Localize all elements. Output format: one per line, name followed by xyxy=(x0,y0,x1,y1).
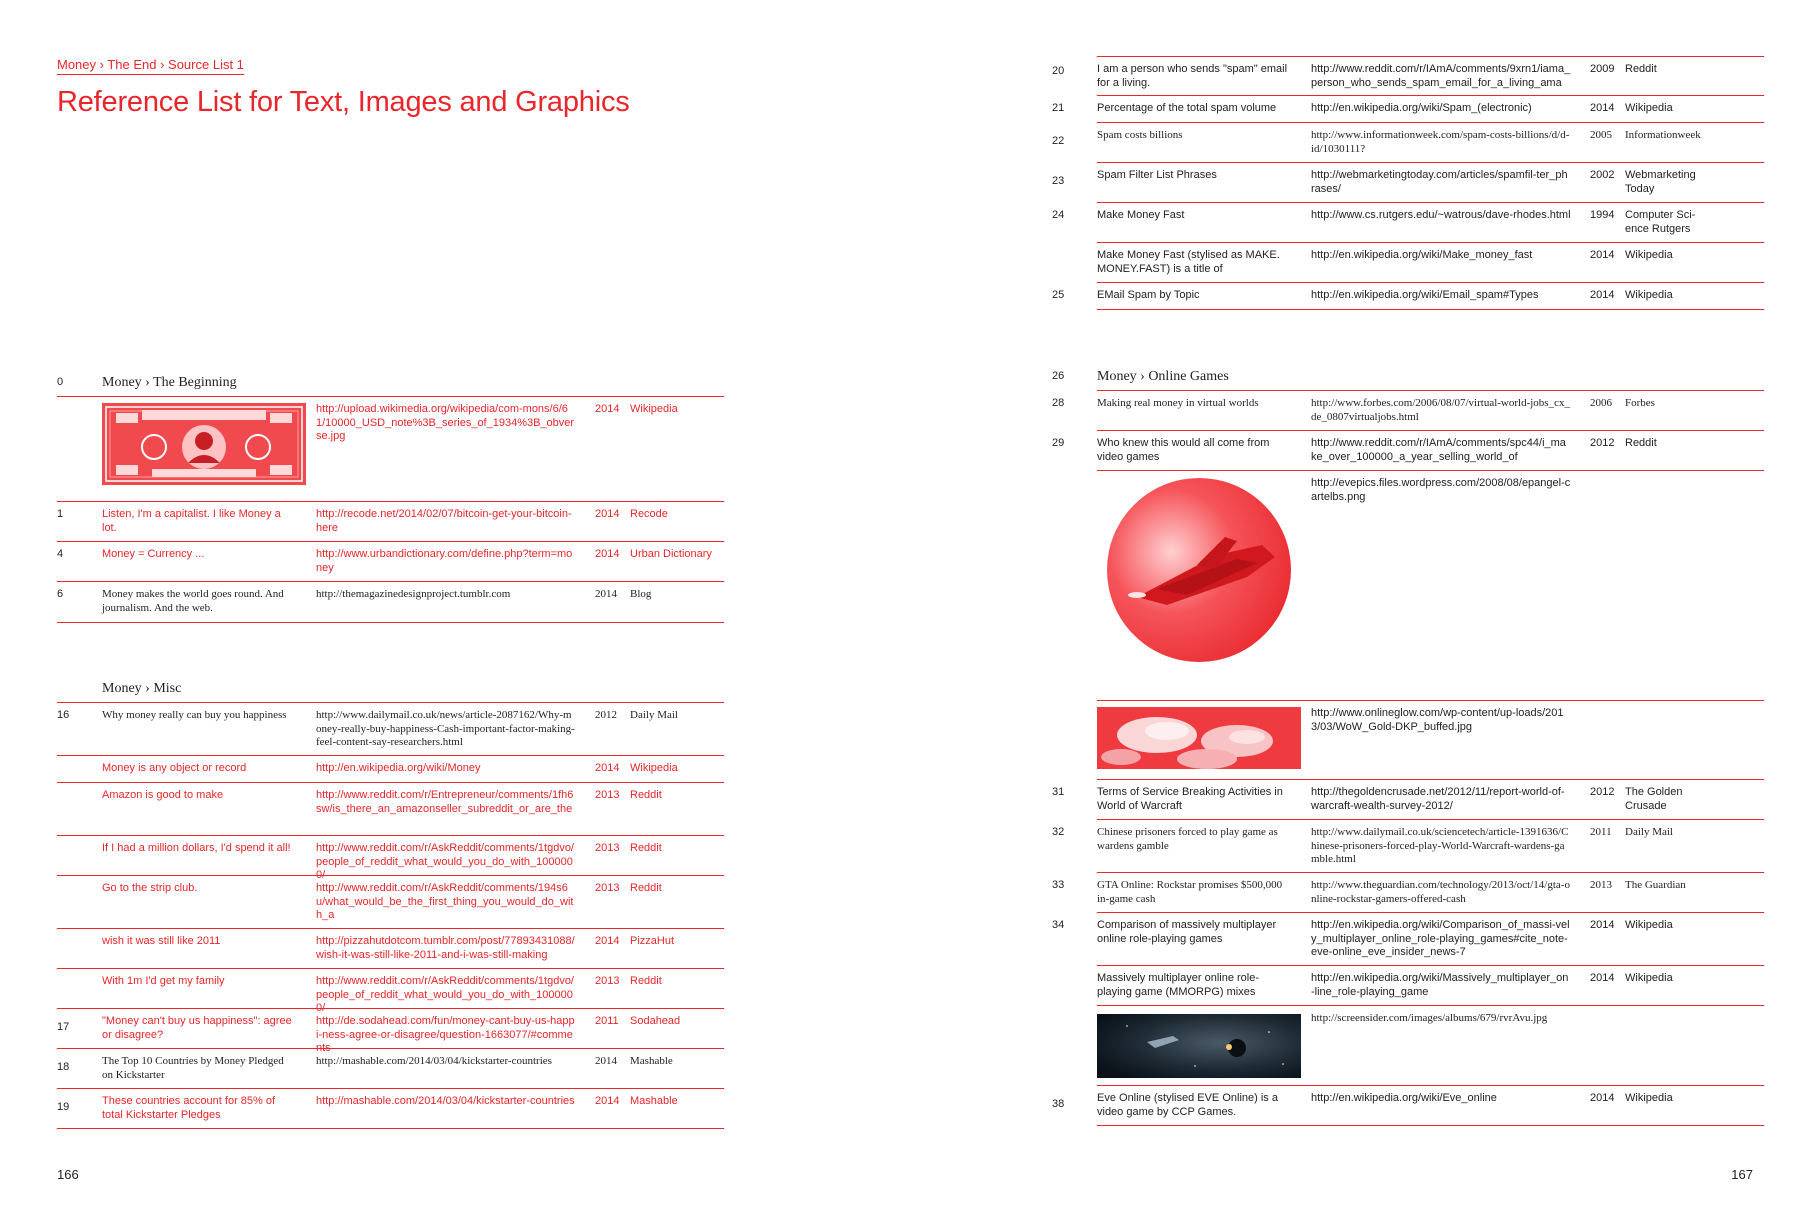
reference-year: 2011 xyxy=(595,1015,619,1027)
reference-year: 2014 xyxy=(595,1055,617,1067)
reference-year: 2013 xyxy=(595,975,620,987)
reference-source: Informationweek xyxy=(1625,129,1701,141)
reference-row xyxy=(1097,966,1764,1006)
online-games-rows xyxy=(1052,391,1764,1126)
reference-url[interactable]: http://www.cs.rutgers.edu/~watrous/dave-rhodes.html xyxy=(1311,209,1571,221)
reference-source: Reddit xyxy=(630,882,662,894)
section-title: Money › The Beginning xyxy=(102,375,237,390)
reference-title: Spam costs billions xyxy=(1097,129,1183,141)
reference-year: 2014 xyxy=(1590,289,1615,301)
reference-url[interactable]: http://screensider.com/images/albums/679/rvrAvu.jpg xyxy=(1311,1012,1548,1024)
reference-title: Why money really can buy you happiness xyxy=(102,709,287,721)
breadcrumb: Money › The End › Source List 1 xyxy=(57,57,244,75)
page-number: 166 xyxy=(57,1167,79,1182)
reference-row xyxy=(1097,1006,1764,1086)
reference-row xyxy=(57,929,724,969)
reference-source: Reddit xyxy=(630,789,662,801)
reference-title: These countries account for 85% of total Kickstarter Pledges xyxy=(102,1095,276,1121)
reference-url[interactable]: http://en.wikipedia.org/wiki/Eve_online xyxy=(1311,1092,1497,1104)
reference-title: Comparison of massively multiplayer online role-playing games xyxy=(1097,919,1277,945)
reference-source: Daily Mail xyxy=(630,709,678,721)
reference-row xyxy=(1052,820,1764,873)
reference-row xyxy=(57,876,724,929)
reference-row xyxy=(57,542,724,582)
reference-row xyxy=(1052,431,1764,471)
section-misc xyxy=(57,678,724,1129)
reference-title: Chinese prisoners forced to play game as wardens gamble xyxy=(1097,826,1278,852)
reference-source: The Golden Crusade xyxy=(1625,786,1683,812)
reference-url[interactable]: http://www.onlineglow.com/wp-content/up-loads/2013/03/WoW_Gold-DKP_buffed.jpg xyxy=(1311,707,1564,733)
section-title: Money › Misc xyxy=(102,681,182,696)
reference-row xyxy=(57,1089,724,1129)
reference-url[interactable]: http://www.forbes.com/2006/08/07/virtual-world-jobs_cx_de_0807virtualjobs.html xyxy=(1311,397,1570,423)
reference-url[interactable]: http://www.informationweek.com/spam-costs-billions/d/d-id/1030111? xyxy=(1311,129,1570,155)
reference-url[interactable]: http://www.urbandictionary.com/define.php?term=money xyxy=(316,548,573,574)
reference-source: Mashable xyxy=(630,1095,678,1107)
reference-source: Computer Sci-ence Rutgers xyxy=(1625,209,1696,235)
reference-source: Wikipedia xyxy=(1625,1092,1673,1104)
reference-number: 6 xyxy=(57,588,64,600)
reference-title: Make Money Fast (stylised as MAKE. MONEY.FAST) is a title of xyxy=(1097,249,1280,275)
reference-year: 2014 xyxy=(1590,249,1615,261)
reference-source: Webmarketing Today xyxy=(1625,169,1696,195)
section-heading xyxy=(57,372,724,397)
reference-year: 2011 xyxy=(1590,826,1612,838)
reference-number: 22 xyxy=(1052,135,1065,147)
reference-number: 33 xyxy=(1052,879,1065,891)
reference-source: Urban Dictionary xyxy=(630,548,712,560)
reference-source: Blog xyxy=(630,588,652,600)
reference-row xyxy=(57,836,724,881)
reference-number: 17 xyxy=(57,1021,70,1033)
reference-number: 28 xyxy=(1052,397,1065,409)
reference-title: Go to the strip club. xyxy=(102,882,198,894)
reference-row xyxy=(1052,283,1764,310)
reference-title: Amazon is good to make xyxy=(102,789,224,801)
reference-title: Make Money Fast xyxy=(1097,209,1185,221)
reference-source: PizzaHut xyxy=(630,935,675,947)
reference-year: 2013 xyxy=(595,882,620,894)
reference-row xyxy=(1052,780,1764,820)
reference-number: 19 xyxy=(57,1101,70,1113)
reference-title: Massively multiplayer online role-playing game (MMORPG) mixes xyxy=(1097,972,1260,998)
reference-title: Making real money in virtual worlds xyxy=(1097,397,1259,409)
reference-number: 31 xyxy=(1052,786,1065,798)
reference-title: The Top 10 Countries by Money Pledged on Kickstarter xyxy=(102,1055,284,1081)
reference-title: "Money can't buy us happiness": agree or disagree? xyxy=(102,1015,292,1041)
reference-year: 2014 xyxy=(1590,919,1615,931)
reference-url[interactable]: http://mashable.com/2014/03/04/kickstarter-countries xyxy=(316,1055,552,1067)
reference-year: 2014 xyxy=(1590,102,1615,114)
reference-source: The Guardian xyxy=(1625,879,1686,891)
page-number: 167 xyxy=(1731,1167,1753,1182)
reference-source: Daily Mail xyxy=(1625,826,1673,838)
reference-row xyxy=(1052,123,1764,163)
reference-number: 4 xyxy=(57,548,64,560)
page-title: Reference List for Text, Images and Graphics xyxy=(57,86,630,118)
reference-row xyxy=(1052,873,1764,913)
reference-url[interactable]: http://recode.net/2014/02/07/bitcoin-get-your-bitcoin-here xyxy=(316,508,572,534)
reference-source: Mashable xyxy=(630,1055,673,1067)
reference-number: 25 xyxy=(1052,289,1065,301)
reference-year: 2014 xyxy=(595,403,620,415)
reference-row xyxy=(57,783,724,836)
reference-year: 1994 xyxy=(1590,209,1615,221)
reference-row xyxy=(57,703,724,756)
section-heading xyxy=(57,678,724,703)
reference-title: GTA Online: Rockstar promises $500,000 in-game cash xyxy=(1097,879,1283,905)
reference-url[interactable]: http://themagazinedesignproject.tumblr.com xyxy=(316,588,511,600)
reference-year: 2014 xyxy=(595,548,620,560)
reference-url[interactable]: http://www.reddit.com/r/Entrepreneur/comments/1fh6sw/is_there_an_amazonseller_subreddit_or_are_the xyxy=(316,789,574,815)
reference-url[interactable]: http://www.dailymail.co.uk/sciencetech/article-1391636/Chinese-prisoners-forced-play-World-Warcraft-wardens-gamble.html xyxy=(1311,826,1569,865)
section-spam xyxy=(1052,56,1764,310)
reference-title: Eve Online (stylised EVE Online) is a video game by CCP Games. xyxy=(1097,1092,1278,1118)
reference-title: Who knew this would all come from video games xyxy=(1097,437,1270,463)
reference-title: EMail Spam by Topic xyxy=(1097,289,1200,301)
reference-year: 2014 xyxy=(595,935,620,947)
reference-source: Forbes xyxy=(1625,397,1655,409)
reference-source: Wikipedia xyxy=(1625,249,1673,261)
reference-url[interactable]: http://www.reddit.com/r/AskReddit/comments/1tgdvo/people_of_reddit_what_would_you_do_with_1000000/ xyxy=(316,842,574,881)
reference-url[interactable]: http://mashable.com/2014/03/04/kickstarter-countries xyxy=(316,1095,575,1107)
reference-title: Money is any object or record xyxy=(102,762,247,774)
reference-row xyxy=(1097,243,1764,283)
reference-url[interactable]: http://www.reddit.com/r/AskReddit/comments/194s6u/what_would_be_the_first_thing_you_would_do_with_a xyxy=(316,882,574,921)
reference-row xyxy=(1052,163,1764,203)
reference-number: 18 xyxy=(57,1061,70,1073)
reference-year: 2014 xyxy=(1590,972,1615,984)
reference-row xyxy=(57,502,724,542)
reference-year: 2005 xyxy=(1590,129,1612,141)
reference-row xyxy=(1052,1086,1764,1126)
section-number: 0 xyxy=(57,376,64,388)
reference-source: Wikipedia xyxy=(1625,919,1673,931)
reference-url[interactable]: http://upload.wikimedia.org/wikipedia/com-mons/6/61/10000_USD_note%3B_series_of_1934%3B_obverse.jpg xyxy=(316,403,575,442)
reference-title: Money makes the world goes round. And journalism. And the web. xyxy=(102,588,284,614)
reference-title: With 1m I'd get my family xyxy=(102,975,225,987)
reference-url[interactable]: http://en.wikipedia.org/wiki/Comparison_of_massi-vely_multiplayer_online_role-playing_games#cite_note-eve-online_eve_insider_news-7 xyxy=(1311,919,1570,958)
reference-row xyxy=(57,1009,724,1054)
reference-year: 2013 xyxy=(595,842,620,854)
reference-year: 2009 xyxy=(1590,63,1615,75)
reference-source: Sodahead xyxy=(630,1015,681,1027)
reference-title: I am a person who sends "spam" email for a living. xyxy=(1097,63,1288,89)
section-beginning xyxy=(57,372,724,623)
reference-row xyxy=(57,397,724,502)
reference-source: Wikipedia xyxy=(630,762,678,774)
section-heading xyxy=(1052,366,1764,391)
reference-year: 2014 xyxy=(595,1095,620,1107)
reference-year: 2014 xyxy=(1590,1092,1615,1104)
reference-source: Wikipedia xyxy=(1625,972,1673,984)
section-number: 26 xyxy=(1052,370,1065,382)
reference-source: Wikipedia xyxy=(630,403,678,415)
reference-number: 34 xyxy=(1052,919,1065,931)
reference-source: Reddit xyxy=(630,842,662,854)
banknote-image xyxy=(102,403,306,490)
reference-url[interactable]: http://en.wikipedia.org/wiki/Money xyxy=(316,762,481,774)
reference-source: Recode xyxy=(630,508,668,520)
reference-url[interactable]: http://en.wikipedia.org/wiki/Email_spam#Types xyxy=(1311,289,1539,301)
reference-title: Money = Currency ... xyxy=(102,548,205,560)
reference-number: 32 xyxy=(1052,826,1065,838)
reference-source: Wikipedia xyxy=(1625,289,1673,301)
reference-source: Reddit xyxy=(630,975,662,987)
reference-number: 23 xyxy=(1052,175,1065,187)
reference-url[interactable]: http://webmarketingtoday.com/articles/spamfil-ter_phrases/ xyxy=(1311,169,1568,195)
reference-source: Reddit xyxy=(1625,63,1657,75)
reference-title: wish it was still like 2011 xyxy=(102,935,221,947)
reference-url[interactable]: http://en.wikipedia.org/wiki/Massively_multiplayer_on-line_role-playing_game xyxy=(1311,972,1569,998)
reference-row xyxy=(1052,203,1764,243)
reference-url[interactable]: http://www.reddit.com/r/AskReddit/comments/1tgdvo/people_of_reddit_what_would_you_do_with_1000000/ xyxy=(316,975,574,1014)
reference-url[interactable]: http://evepics.files.wordpress.com/2008/08/epangel-cartelbs.png xyxy=(1311,477,1571,503)
reference-year: 2002 xyxy=(1590,169,1615,181)
reference-year: 2006 xyxy=(1590,397,1612,409)
gold-pile-image xyxy=(1097,707,1301,774)
reference-year: 2014 xyxy=(595,508,620,520)
spaceship-circle-image xyxy=(1097,477,1301,668)
reference-number: 21 xyxy=(1052,102,1065,114)
reference-row xyxy=(57,582,724,623)
reference-number: 38 xyxy=(1052,1098,1065,1110)
reference-url[interactable]: http://de.sodahead.com/fun/money-cant-buy-us-happi-ness-agree-or-disagree/question-1663077/#comments xyxy=(316,1015,575,1054)
section-online-games xyxy=(1052,366,1764,1126)
reference-url[interactable]: http://www.theguardian.com/technology/2013/oct/14/gta-online-rockstar-gamers-offered-cash xyxy=(1311,879,1570,905)
reference-year: 2012 xyxy=(1590,786,1615,798)
reference-url[interactable]: http://pizzahutdotcom.tumblr.com/post/77893431088/wish-it-was-still-like-2011-and-i-was-still-making xyxy=(316,935,575,961)
reference-number: 29 xyxy=(1052,437,1065,449)
reference-title: If I had a million dollars, I'd spend it all! xyxy=(102,842,291,854)
reference-title: Listen, I'm a capitalist. I like Money a lot. xyxy=(102,508,281,534)
reference-number: 16 xyxy=(57,709,70,721)
reference-year: 2013 xyxy=(1590,879,1612,891)
reference-row xyxy=(57,969,724,1014)
right-page xyxy=(900,0,1800,1211)
reference-source: Reddit xyxy=(1625,437,1657,449)
reference-year: 2014 xyxy=(595,588,617,600)
reference-url[interactable]: http://en.wikipedia.org/wiki/Spam_(electronic) xyxy=(1311,102,1532,114)
reference-number: 24 xyxy=(1052,209,1065,221)
reference-row xyxy=(1097,471,1764,701)
reference-title: Spam Filter List Phrases xyxy=(1097,169,1217,181)
reference-url[interactable]: http://www.dailymail.co.uk/news/article-2087162/Why-money-really-buy-happiness-Cash-important-factor-making-feel-content-say-researchers.html xyxy=(316,709,575,748)
reference-year: 2012 xyxy=(1590,437,1615,449)
space-scene-image xyxy=(1097,1014,1301,1083)
reference-title: Percentage of the total spam volume xyxy=(1097,102,1277,114)
reference-row xyxy=(1052,57,1764,96)
reference-row xyxy=(57,1049,724,1089)
reference-source: Wikipedia xyxy=(1625,102,1673,114)
reference-number: 20 xyxy=(1052,65,1065,77)
reference-row xyxy=(1052,391,1764,431)
reference-url[interactable]: http://thegoldencrusade.net/2012/11/report-world-of-warcraft-wealth-survey-2012/ xyxy=(1311,786,1565,812)
reference-year: 2012 xyxy=(595,709,617,721)
reference-title: Terms of Service Breaking Activities in World of Warcraft xyxy=(1097,786,1283,812)
reference-row xyxy=(57,756,724,783)
reference-row xyxy=(1052,913,1764,966)
reference-url[interactable]: http://www.reddit.com/r/IAmA/comments/spc44/i_make_over_100000_a_year_selling_world_of xyxy=(1311,437,1566,463)
reference-year: 2014 xyxy=(595,762,620,774)
section-title: Money › Online Games xyxy=(1097,369,1229,384)
reference-url[interactable]: http://en.wikipedia.org/wiki/Make_money_fast xyxy=(1311,249,1533,261)
reference-row xyxy=(1097,701,1764,780)
reference-year: 2013 xyxy=(595,789,620,801)
reference-url[interactable]: http://www.reddit.com/r/IAmA/comments/9xrn1/iama_person_who_sends_spam_email_for_a_living_ama xyxy=(1311,63,1571,89)
reference-row xyxy=(1052,96,1764,123)
reference-number: 1 xyxy=(57,508,64,520)
